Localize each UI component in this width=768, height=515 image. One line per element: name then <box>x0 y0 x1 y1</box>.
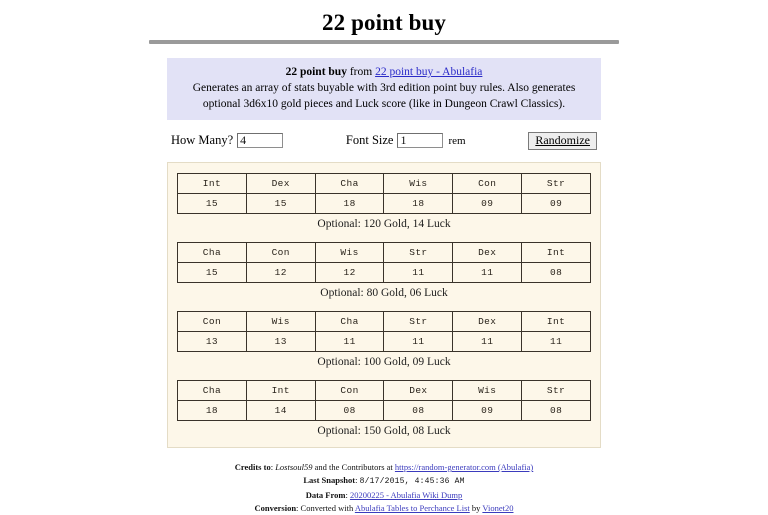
stat-header-cell: Dex <box>384 381 453 401</box>
stat-value-cell: 11 <box>315 332 384 352</box>
stat-header-cell: Int <box>246 381 315 401</box>
stat-value-cell: 12 <box>315 263 384 283</box>
stat-header-cell: Con <box>453 174 522 194</box>
footer-conversion-line <box>149 502 619 515</box>
controls-bar <box>171 132 597 150</box>
results-panel <box>167 162 601 448</box>
how-many-label: How Many? <box>171 133 234 148</box>
stat-value-cell: 13 <box>246 332 315 352</box>
footer-colon-1: : <box>270 462 274 473</box>
stat-value-cell: 11 <box>384 263 453 283</box>
stat-header-row <box>178 381 591 401</box>
stat-header-row <box>178 312 591 332</box>
stat-header-cell: Dex <box>246 174 315 194</box>
footer-conversion-by: by <box>471 502 481 513</box>
stat-header-cell: Cha <box>315 174 384 194</box>
stat-header-cell: Int <box>522 312 591 332</box>
stat-table <box>177 311 591 352</box>
stat-value-cell: 09 <box>453 401 522 421</box>
stat-value-cell: 13 <box>178 332 247 352</box>
stat-value-cell: 08 <box>522 263 591 283</box>
footer-data-from-label: Data From <box>305 489 346 500</box>
result-block <box>177 380 591 437</box>
footer-credits-link[interactable]: https://random-generator.com (Abulafia) <box>394 462 534 473</box>
footer <box>149 461 619 515</box>
stat-value-cell: 08 <box>522 401 591 421</box>
content-wrapper <box>149 10 619 515</box>
stat-value-row <box>178 194 591 214</box>
stat-value-cell: 11 <box>522 332 591 352</box>
stat-value-cell: 09 <box>522 194 591 214</box>
result-block <box>177 242 591 299</box>
stat-value-cell: 18 <box>178 401 247 421</box>
stat-value-cell: 11 <box>384 332 453 352</box>
optional-line: Optional: 120 Gold, 14 Luck <box>317 218 451 231</box>
stat-header-cell: Dex <box>453 243 522 263</box>
footer-conversion-label: Conversion <box>254 502 297 513</box>
stat-header-row <box>178 243 591 263</box>
stat-value-cell: 09 <box>453 194 522 214</box>
stat-header-cell: Con <box>178 312 247 332</box>
footer-data-from-link[interactable]: 20200225 - Abulafia Wiki Dump <box>349 489 463 500</box>
footer-conversion-link[interactable]: Abulafia Tables to Perchance List <box>354 502 470 513</box>
footer-snapshot-value: 8/17/2015, 4:45:36 AM <box>359 477 465 487</box>
stat-header-cell: Str <box>522 174 591 194</box>
stat-header-cell: Int <box>522 243 591 263</box>
footer-credits-label: Credits to <box>234 462 271 473</box>
stat-header-cell: Int <box>178 174 247 194</box>
stat-header-cell: Cha <box>178 243 247 263</box>
footer-credits-author: Lostsoul59 <box>275 462 313 473</box>
optional-line: Optional: 150 Gold, 08 Luck <box>317 425 451 438</box>
font-size-group <box>346 133 466 148</box>
footer-colon-4: : <box>296 502 299 513</box>
stat-header-cell: Str <box>384 243 453 263</box>
optional-line: Optional: 100 Gold, 09 Luck <box>317 356 451 369</box>
randomize-group <box>528 132 597 150</box>
footer-snapshot-line <box>149 474 619 488</box>
stat-value-cell: 08 <box>384 401 453 421</box>
how-many-input[interactable] <box>237 133 283 148</box>
font-size-input[interactable] <box>397 133 443 148</box>
stat-value-cell: 15 <box>178 263 247 283</box>
optional-line: Optional: 80 Gold, 06 Luck <box>320 287 448 300</box>
stat-value-cell: 18 <box>315 194 384 214</box>
stat-value-cell: 08 <box>315 401 384 421</box>
stat-table <box>177 380 591 421</box>
font-size-label: Font Size <box>345 133 394 148</box>
stat-header-cell: Con <box>246 243 315 263</box>
stat-header-cell: Str <box>384 312 453 332</box>
footer-colon-3: : <box>345 489 348 500</box>
stat-header-cell: Cha <box>178 381 247 401</box>
title-divider <box>149 40 619 44</box>
footer-credits-line <box>149 461 619 474</box>
stat-header-cell: Str <box>522 381 591 401</box>
info-headline <box>181 65 587 80</box>
stat-header-cell: Con <box>315 381 384 401</box>
stat-table <box>177 242 591 283</box>
info-title: 22 point buy <box>285 66 347 78</box>
info-source-link[interactable]: 22 point buy - Abulafia <box>375 66 483 78</box>
stat-header-cell: Dex <box>453 312 522 332</box>
info-box <box>167 58 601 120</box>
stat-header-cell: Wis <box>246 312 315 332</box>
info-from-word: from <box>349 66 373 78</box>
stat-value-cell: 11 <box>453 263 522 283</box>
stat-header-cell: Wis <box>315 243 384 263</box>
page-title: 22 point buy <box>322 10 446 35</box>
stat-value-row <box>178 401 591 421</box>
stat-value-cell: 14 <box>246 401 315 421</box>
randomize-button[interactable]: Randomize <box>528 132 597 150</box>
footer-conversion-text: Converted with <box>300 502 354 513</box>
stat-header-cell: Wis <box>453 381 522 401</box>
stat-header-row <box>178 174 591 194</box>
how-many-group <box>171 133 283 148</box>
result-block <box>177 173 591 230</box>
result-block <box>177 311 591 368</box>
stat-value-cell: 12 <box>246 263 315 283</box>
stat-value-row <box>178 332 591 352</box>
stat-header-cell: Cha <box>315 312 384 332</box>
footer-conversion-author-link[interactable]: Vionet20 <box>482 502 514 513</box>
stat-value-cell: 18 <box>384 194 453 214</box>
footer-credits-middle: and the Contributors at <box>314 462 393 473</box>
footer-colon-2: : <box>355 475 358 486</box>
stat-value-row <box>178 263 591 283</box>
footer-snapshot-label: Last Snapshot <box>303 475 356 486</box>
stat-header-cell: Wis <box>384 174 453 194</box>
stat-value-cell: 15 <box>178 194 247 214</box>
stat-value-cell: 11 <box>453 332 522 352</box>
info-description: Generates an array of stats buyable with 3rd edition point buy rules. Also generates optional 3d6x10 gold pieces and Luck score (like in Dungeon Crawl Classics). <box>192 82 576 110</box>
footer-data-from-line <box>149 489 619 502</box>
stat-value-cell: 15 <box>246 194 315 214</box>
stat-table <box>177 173 591 214</box>
font-size-unit-label: rem <box>448 134 466 147</box>
